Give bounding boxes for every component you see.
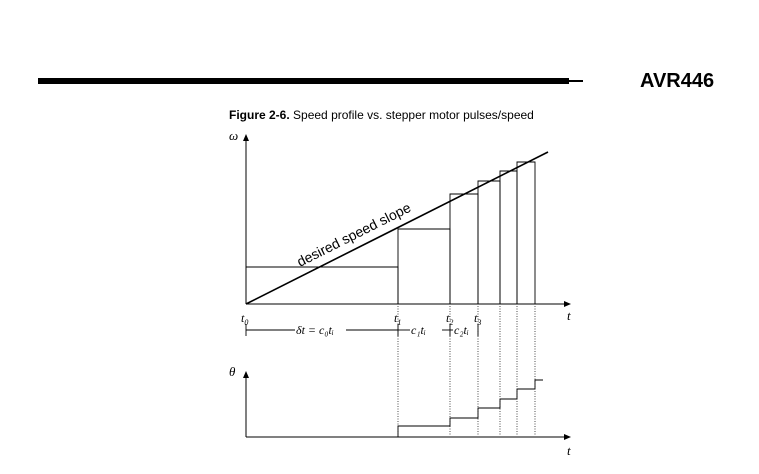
time-label-t0	[241, 311, 248, 327]
speed-step-6	[517, 162, 535, 304]
position-x-axis-arrow	[564, 434, 571, 440]
interval-label-first: δt = c₀tᵢ	[296, 323, 334, 337]
speed-x-axis-arrow	[564, 301, 571, 307]
position-y-axis-label: θ	[229, 364, 236, 379]
figure-label: Figure 2-6.	[229, 108, 290, 122]
speed-x-axis-label: t	[567, 308, 571, 323]
svg-text:t1: $t_1$	[394, 311, 402, 327]
speed-step-5	[500, 171, 517, 304]
speed-step-1	[246, 267, 398, 304]
svg-text:t2: $t_2$	[446, 311, 454, 327]
svg-text:t0: $t_0$	[241, 311, 249, 327]
desired-speed-slope-line	[246, 152, 548, 304]
position-plot	[229, 364, 571, 458]
svg-text:t3: $t_3$	[474, 311, 482, 327]
position-x-axis-label: t	[567, 443, 571, 458]
speed-step-3	[450, 194, 478, 304]
speed-plot	[229, 128, 571, 337]
interval-label-second: c₁tᵢ	[411, 323, 426, 337]
figure-caption-text: Speed profile vs. stepper motor pulses/speed	[293, 108, 534, 122]
speed-step-4	[478, 181, 500, 304]
position-y-axis-arrow	[243, 371, 249, 378]
speed-y-axis-label: ω	[229, 128, 239, 143]
desired-speed-slope-label: desired speed slope	[294, 199, 414, 270]
interval-label-third: c₂tᵢ	[454, 323, 469, 337]
speed-y-axis-arrow	[243, 134, 249, 141]
speed-step-2	[398, 229, 450, 304]
interval-dimension	[246, 324, 478, 336]
position-staircase	[398, 380, 543, 437]
doc-title: AVR446	[640, 70, 715, 92]
